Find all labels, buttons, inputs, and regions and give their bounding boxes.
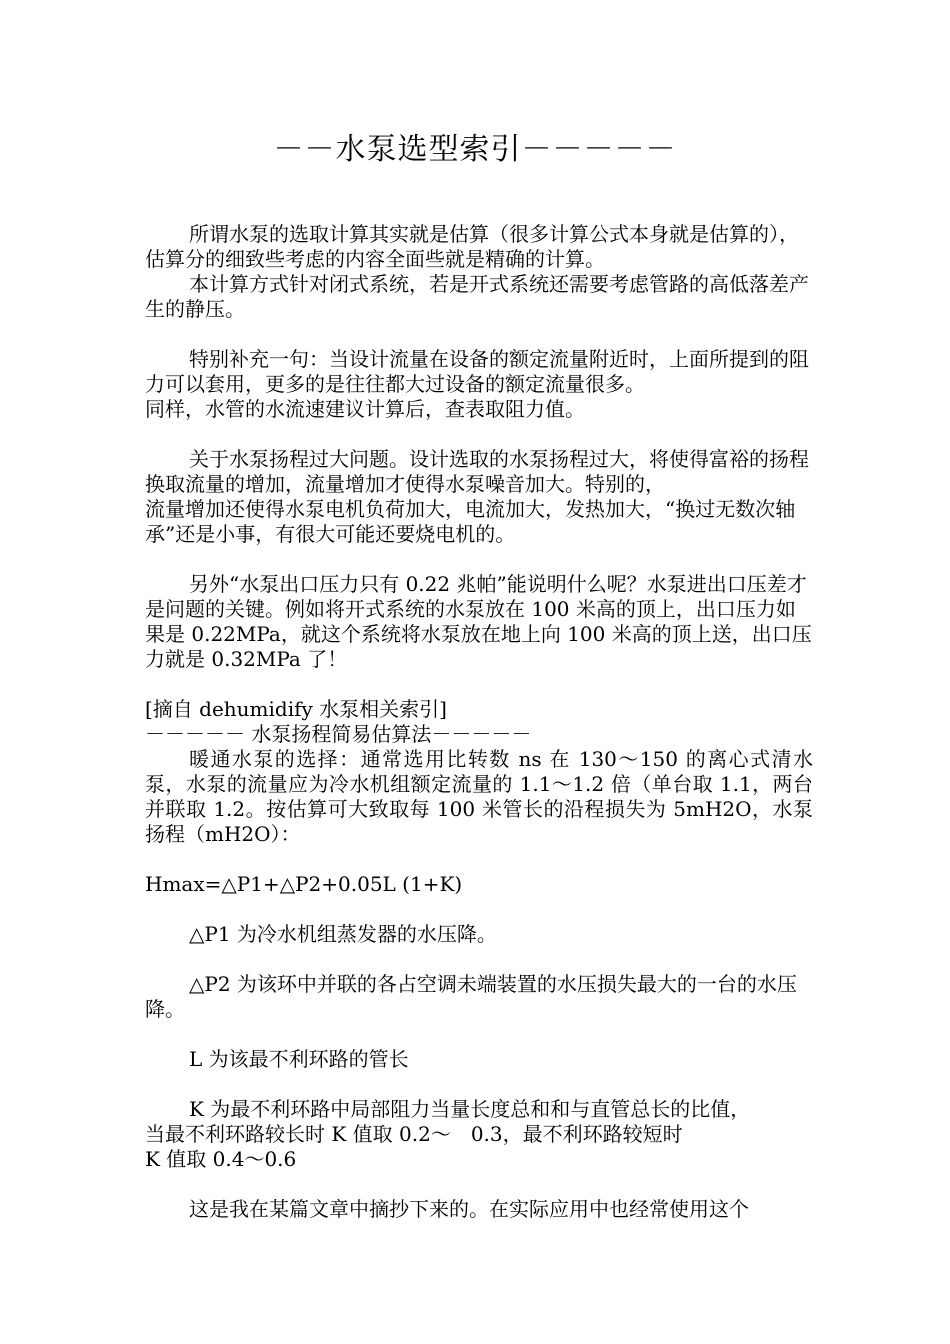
body-paragraph: 关于水泵扬程过大问题。设计选取的水泵扬程过大，将使得富裕的扬程换取流量的增加，流量增加才使得水泵噪音加大。特别的，: [145, 447, 809, 496]
body-paragraph: 这是我在某篇文章中摘抄下来的。在实际应用中也经常使用这个: [189, 1197, 749, 1221]
body-paragraph: －－－－－ 水泵扬程简易估算法－－－－－: [145, 722, 532, 746]
paragraph-spacer: [145, 422, 813, 447]
paragraph-spacer: [145, 897, 813, 922]
body-paragraph: 所谓水泵的选取计算其实就是估算（很多计算公式本身就是估算的），估算分的细致些考虑的内容全面些就是精确的计算。: [145, 222, 799, 271]
body-paragraph: 另外“水泵出口压力只有 0.22 兆帕”能说明什么呢？水泵进出口压差才是问题的关键。例如将开式系统的水泵放在 100 米高的顶上，出口压力如果是 0.22MPa，就这个系统将水泵放在地上向 100 米高的顶上送，出口压力就是 0.32MPa 了！: [145, 572, 812, 671]
body-paragraph: Hmax=△P1+△P2+0.05L (1+K): [145, 872, 463, 896]
body-paragraph: K 为最不利环路中局部阻力当量长度总和和与直管总长的比值，: [189, 1097, 751, 1121]
paragraph-spacer: [145, 322, 813, 347]
paragraph-spacer: [145, 847, 813, 872]
document-title: －－水泵选型索引－－－－－: [273, 132, 677, 167]
body-paragraph: K 值取 0.4～0.6: [145, 1147, 297, 1171]
document-body: [145, 222, 813, 1222]
paragraph-spacer: [145, 1022, 813, 1047]
body-paragraph: 同样，水管的水流速建议计算后，查表取阻力值。: [145, 397, 585, 421]
body-paragraph: [摘自 dehumidify 水泵相关索引]: [145, 697, 447, 721]
body-paragraph: L 为该最不利环路的管长: [189, 1047, 409, 1071]
paragraph-spacer: [145, 1072, 813, 1097]
body-paragraph: 当最不利环路较长时 K 值取 0.2～ 0.3，最不利环路较短时: [145, 1122, 683, 1146]
body-paragraph: 暖通水泵的选择：通常选用比转数 ns 在 130～150 的离心式清水泵，水泵的流量应为冷水机组额定流量的 1.1～1.2 倍（单台取 1.1，两台并联取 1.2。按估算可大致取每 100 米管长的沿程损失为 5mH2O，水泵扬程（mH2O）：: [145, 747, 813, 846]
body-paragraph: △P2 为该环中并联的各占空调未端装置的水压损失最大的一台的水压降。: [145, 972, 797, 1021]
body-paragraph: 流量增加还使得水泵电机负荷加大，电流加大，发热加大，“换过无数次轴承”还是小事，有很大可能还要烧电机的。: [145, 497, 796, 546]
paragraph-spacer: [145, 672, 813, 697]
paragraph-spacer: [145, 947, 813, 972]
paragraph-spacer: [145, 547, 813, 572]
body-paragraph: 本计算方式针对闭式系统，若是开式系统还需要考虑管路的高低落差产生的静压。: [145, 272, 809, 321]
body-paragraph: 特别补充一句：当设计流量在设备的额定流量附近时，上面所提到的阻力可以套用，更多的是往往都大过设备的额定流量很多。: [145, 347, 809, 396]
paragraph-spacer: [145, 1172, 813, 1197]
body-paragraph: △P1 为冷水机组蒸发器的水压降。: [189, 922, 497, 946]
